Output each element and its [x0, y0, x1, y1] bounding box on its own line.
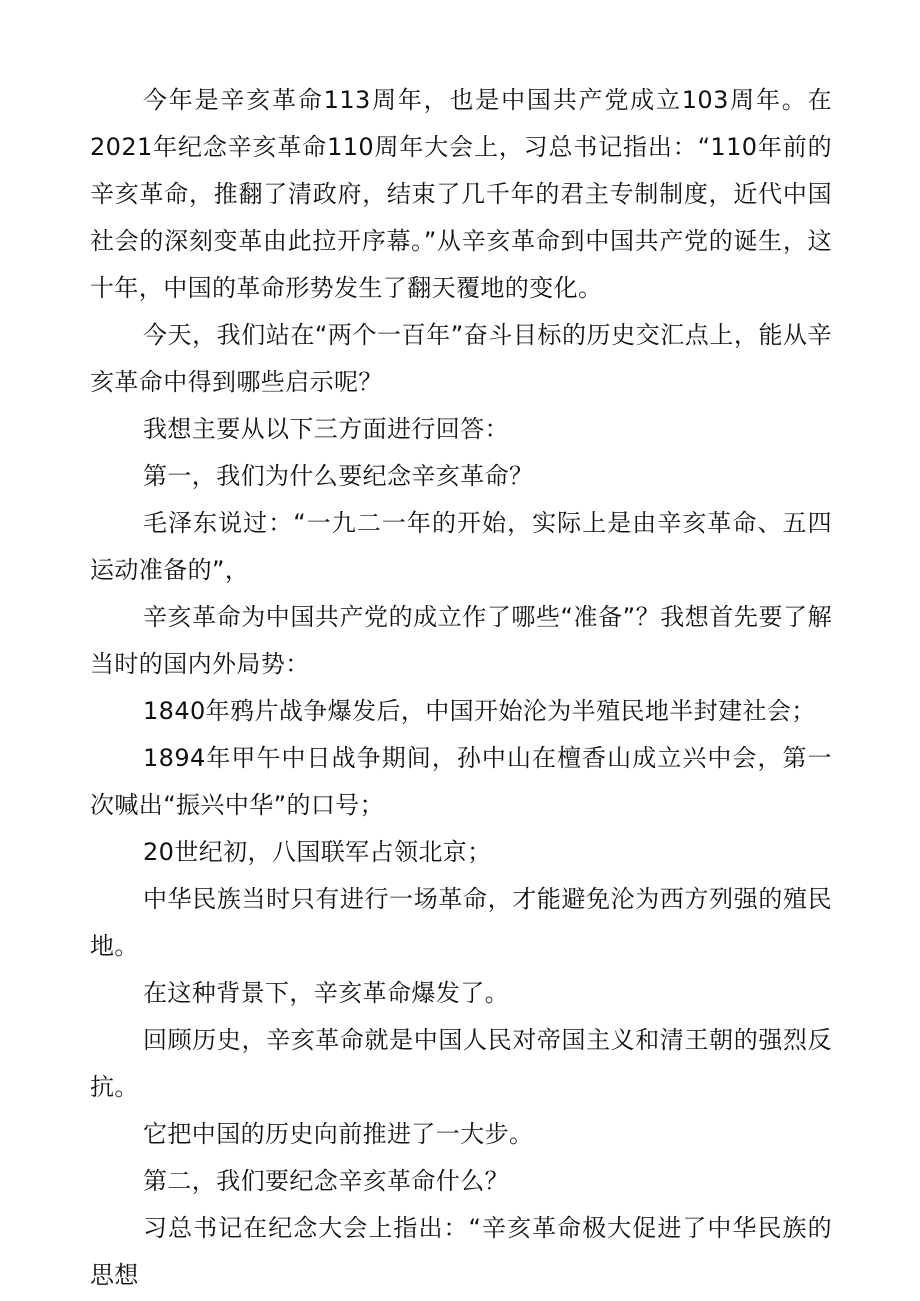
- paragraph-outbreak: 在这种背景下，辛亥革命爆发了。: [143, 979, 509, 1007]
- paragraph-xi-quote: 习总书记在纪念大会上指出：“辛亥革命极大促进了中华民族的思想: [90, 1214, 832, 1289]
- paragraph-1840: 1840年鸦片战争爆发后，中国开始沦为半殖民地半封建社会；: [143, 697, 816, 725]
- paragraph-point-one-heading: 第一，我们为什么要纪念辛亥革命？: [143, 462, 534, 490]
- paragraph-answer-intro: 我想主要从以下三方面进行回答：: [143, 415, 509, 443]
- paragraph-20th-century: 20世纪初，八国联军占领北京；: [143, 838, 492, 866]
- paragraph-progress: 它把中国的历史向前推进了一大步。: [143, 1120, 534, 1148]
- document-body: [90, 77, 832, 1299]
- paragraph-revolution-needed: 中华民族当时只有进行一场革命，才能避免沦为西方列强的殖民地。: [90, 885, 832, 960]
- paragraph-review: 回顾历史，辛亥革命就是中国人民对帝国主义和清王朝的强烈反抗。: [90, 1026, 832, 1101]
- paragraph-intro: 今年是辛亥革命113周年，也是中国共产党成立103周年。在2021年纪念辛亥革命110周年大会上，习总书记指出：“110年前的辛亥革命，推翻了清政府，结束了几千年的君主专制制度，近代中国社会的深刻变革由此拉开序幕。”从辛亥革命到中国共产党的诞生，这十年，中国的革命形势发生了翻天覆地的变化。: [90, 86, 832, 302]
- paragraph-point-two-heading: 第二，我们要纪念辛亥革命什么？: [143, 1167, 509, 1195]
- paragraph-question: 今天，我们站在“两个一百年”奋斗目标的历史交汇点上，能从辛亥革命中得到哪些启示呢？: [90, 321, 832, 396]
- paragraph-1894: 1894年甲午中日战争期间，孙中山在檀香山成立兴中会，第一次喊出“振兴中华”的口号；: [90, 744, 832, 819]
- paragraph-preparation: 辛亥革命为中国共产党的成立作了哪些“准备”？我想首先要了解当时的国内外局势：: [90, 603, 832, 678]
- paragraph-mao-quote: 毛泽东说过：“一九二一年的开始，实际上是由辛亥革命、五四运动准备的”，: [90, 509, 832, 584]
